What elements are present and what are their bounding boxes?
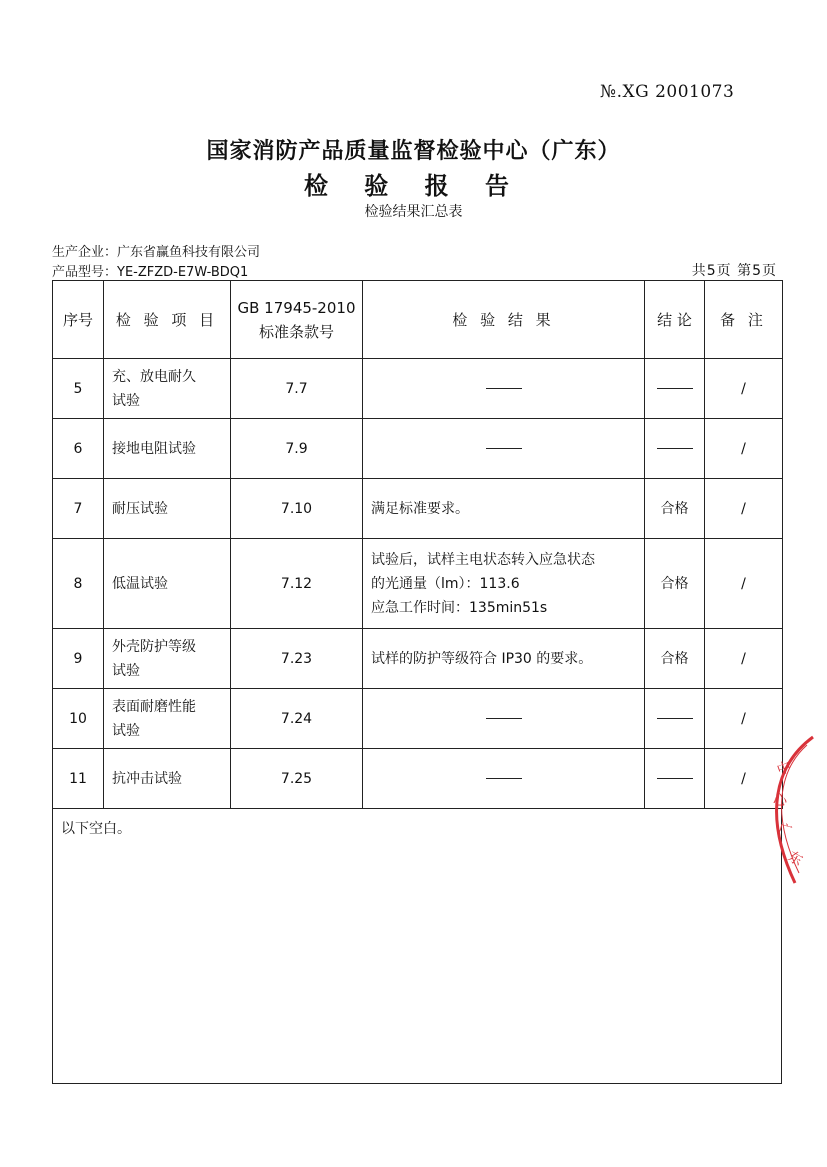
empty-dash	[657, 718, 693, 719]
header-item: 检 验 项 目	[104, 281, 231, 359]
cell-item-line2: 试验	[112, 722, 140, 739]
report-org-title: 国家消防产品质量监督检验中心（广东）	[206, 139, 621, 164]
product-model: 产品型号：YE-ZFZD-E7W-BDQ1	[52, 265, 249, 280]
table-row	[53, 479, 783, 539]
cell-result-line2: 的光通量（lm）：113.6	[371, 575, 520, 592]
cell-remark: /	[705, 539, 783, 629]
cell-clause: 7.23	[231, 629, 363, 689]
seal-glyph: 心	[773, 793, 787, 809]
table-row	[53, 629, 783, 689]
empty-dash	[657, 778, 693, 779]
seal-glyph: 广	[775, 821, 794, 841]
cell-item-line1: 表面耐磨性能	[112, 698, 196, 715]
cell-remark: /	[705, 689, 783, 749]
blank-note: 以下空白。	[61, 821, 131, 837]
cell-conclusion: 合格	[645, 629, 705, 689]
cell-conclusion	[645, 749, 705, 809]
cell-item: 低温试验	[104, 539, 231, 629]
cell-seq: 9	[53, 629, 104, 689]
empty-dash	[486, 448, 522, 449]
table-row	[53, 359, 783, 419]
page-info: 共5页 第5页	[691, 263, 777, 279]
cell-item-line2: 试验	[112, 662, 140, 679]
header-result: 检 验 结 果	[363, 281, 645, 359]
cell-result: 试样的防护等级符合 IP30 的要求。	[363, 629, 645, 689]
cell-item: 接地电阻试验	[104, 419, 231, 479]
report-subtitle: 检验结果汇总表	[364, 204, 463, 220]
empty-dash	[486, 718, 522, 719]
cell-clause: 7.10	[231, 479, 363, 539]
cell-result: 满足标准要求。	[363, 479, 645, 539]
report-number: №.XG 2001073	[600, 82, 735, 102]
cell-result	[363, 689, 645, 749]
empty-dash	[657, 448, 693, 449]
header-standard	[231, 281, 363, 359]
table-header-row	[53, 281, 783, 359]
cell-remark: /	[705, 419, 783, 479]
cell-result	[363, 419, 645, 479]
table-row	[53, 419, 783, 479]
seal-glyph: 中	[774, 758, 794, 779]
cell-conclusion	[645, 419, 705, 479]
cell-seq: 8	[53, 539, 104, 629]
cell-item: 抗冲击试验	[104, 749, 231, 809]
cell-remark: /	[705, 629, 783, 689]
cell-item: 耐压试验	[104, 479, 231, 539]
official-seal-stamp	[755, 735, 815, 885]
cell-clause: 7.9	[231, 419, 363, 479]
cell-result-line1: 试验后，试样主电状态转入应急状态	[371, 551, 595, 568]
empty-dash	[486, 388, 522, 389]
cell-result	[363, 539, 645, 629]
seal-glyph: 东	[785, 848, 806, 870]
cell-clause: 7.24	[231, 689, 363, 749]
manufacturer: 生产企业：广东省赢鱼科技有限公司	[52, 245, 261, 260]
table-row	[53, 749, 783, 809]
header-standard-line2: 标准条款号	[258, 322, 334, 341]
empty-dash	[657, 388, 693, 389]
empty-dash	[486, 778, 522, 779]
header-seq: 序号	[53, 281, 104, 359]
table-row	[53, 539, 783, 629]
cell-item	[104, 359, 231, 419]
cell-conclusion	[645, 359, 705, 419]
blank-area	[52, 808, 782, 1084]
cell-result	[363, 749, 645, 809]
cell-seq: 6	[53, 419, 104, 479]
cell-remark: /	[705, 359, 783, 419]
cell-clause: 7.25	[231, 749, 363, 809]
cell-clause: 7.12	[231, 539, 363, 629]
cell-seq: 7	[53, 479, 104, 539]
cell-item-line1: 外壳防护等级	[112, 638, 196, 655]
cell-clause: 7.7	[231, 359, 363, 419]
header-conclusion: 结 论	[645, 281, 705, 359]
cell-result	[363, 359, 645, 419]
cell-remark: /	[705, 749, 783, 809]
cell-conclusion: 合格	[645, 539, 705, 629]
cell-seq: 5	[53, 359, 104, 419]
header-standard-line1: GB 17945-2010	[237, 298, 356, 317]
report-title: 检 验 报 告	[303, 172, 524, 200]
cell-seq: 11	[53, 749, 104, 809]
cell-item	[104, 629, 231, 689]
cell-result-line3: 应急工作时间：135min51s	[371, 599, 548, 616]
cell-seq: 10	[53, 689, 104, 749]
table-row	[53, 689, 783, 749]
cell-remark: /	[705, 479, 783, 539]
cell-item-line2: 试验	[112, 392, 140, 409]
cell-item	[104, 689, 231, 749]
header-remark: 备 注	[705, 281, 783, 359]
cell-conclusion: 合格	[645, 479, 705, 539]
cell-conclusion	[645, 689, 705, 749]
cell-item-line1: 充、放电耐久	[112, 368, 196, 385]
results-table	[52, 280, 783, 809]
